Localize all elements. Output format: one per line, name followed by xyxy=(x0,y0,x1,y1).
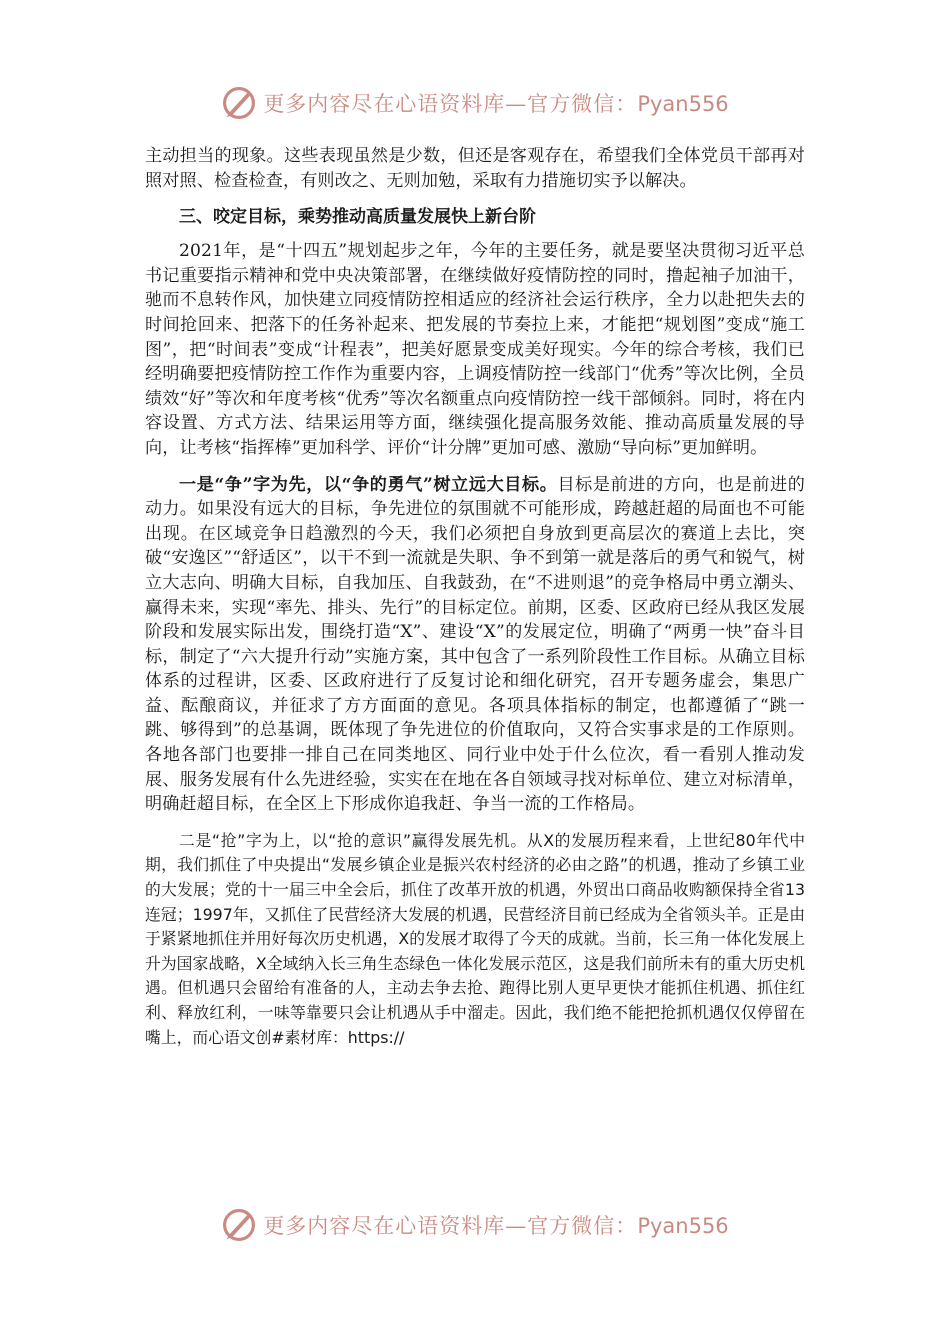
banner-text: 更多内容尽在心语资料库—官方微信：Pyan556 xyxy=(263,1214,729,1238)
document-body xyxy=(145,144,805,1050)
paragraph-2021-tasks: 2021年，是“十四五”规划起步之年，今年的主要任务，就是要坚决贯彻习近平总书记重要指示精神和党中央决策部署，在继续做好疫情防控的同时，撸起袖子加油干，驰而不息转作风，加快建立同疫情防控相适应的经济社会运行秩序，全力以赴把失去的时间抢回来、把落下的任务补起来、把发展的节奏拉上来，才能把“规划图”变成“施工图”，把“时间表”变成“计程表”，把美好愿景变成美好现实。今年的综合考核，我们已经明确要把疫情防控工作作为重要内容，上调疫情防控一线部门“优秀”等次比例，全员绩效“好”等次和年度考核“优秀”等次名额重点向疫情防控一线干部倾斜。同时，将在内容设置、方式方法、结果运用等方面，继续强化提高服务效能、推动高质量发展的导向，让考核“指挥棒”更加科学、评价“计分牌”更加可感、激励“导向标”更加鲜明。 xyxy=(145,241,805,458)
header-banner xyxy=(0,78,950,128)
quill-pen-logo-icon xyxy=(221,1207,257,1243)
paragraph-lead: 一是“争”字为先，以“争的勇气”树立远大目标。 xyxy=(179,474,558,495)
wechat-id: Pyan556 xyxy=(637,92,729,116)
banner-text: 更多内容尽在心语资料库—官方微信：Pyan556 xyxy=(263,92,729,116)
paragraph-seize: 二是“抢”字为上，以“抢的意识”赢得发展先机。从X的发展历程来看，上世纪80年代中期，我们抓住了中央提出“发展乡镇企业是振兴农村经济的必由之路”的机遇，推动了乡镇工业的大发展；党的十一届三中全会后，抓住了改革开放的机遇，外贸出口商品收购额保持全省13连冠；1997年，又抓住了民营经济大发展的机遇，民营经济目前已经成为全省领头羊。正是由于紧紧地抓住并用好每次历史机遇，X的发展才取得了今天的成就。当前，长三角一体化发展上升为国家战略，X全域纳入长三角生态绿色一体化发展示范区，这是我们前所未有的重大历史机遇。但机遇只会留给有准备的人，主动去争去抢、跑得比别人更早更快才能抓住机遇、抓住红利、释放红利，一味等靠要只会让机遇从手中溜走。因此，我们绝不能把抢抓机遇仅仅停留在嘴上，而心语文创#素材库：https:// xyxy=(145,830,805,1047)
wechat-id: Pyan556 xyxy=(637,1214,729,1238)
paragraph-body: 目标是前进的方向，也是前进的动力。如果没有远大的目标，争先进位的氛围就不可能形成，跨越赶超的局面也不可能出现。在区域竞争日趋激烈的今天，我们必须把自身放到更高层次的赛道上去比，突破“安逸区”“舒适区”，以干不到一流就是失职、争不到第一就是落后的勇气和锐气，树立大志向、明确大目标，自我加压、自我鼓劲，在“不进则退”的竞争格局中勇立潮头、赢得未来，实现“率先、排头、先行”的目标定位。前期，区委、区政府已经从我区发展阶段和发展实际出发，围绕打造“X”、建设“X”的发展定位，明确了“两勇一快”奋斗目标，制定了“六大提升行动”实施方案，其中包含了一系列阶段性工作目标。从确立目标体系的过程讲，区委、区政府进行了反复讨论和细化研究，召开专题务虚会，集思广益、酝酿商议，并征求了方方面面的意见。各项具体指标的制定，也都遵循了“跳一跳、够得到”的总基调，既体现了争先进位的价值取向，又符合实事求是的工作原则。各地各部门也要排一排自己在同类地区、同行业中处于什么位次，看一看别人推动发展、服务发展有什么先进经验，实实在在地在各自领域寻找对标单位、建立对标清单，明确赶超目标，在全区上下形成你追我赶、争当一流的工作格局。 xyxy=(145,474,805,815)
quill-pen-logo-icon xyxy=(221,85,257,121)
paragraph-compete xyxy=(145,473,805,817)
footer-banner xyxy=(0,1200,950,1250)
section-heading-3: 三、咬定目标，乘势推动高质量发展快上新台阶 xyxy=(179,207,536,228)
paragraph-continued: 主动担当的现象。这些表现虽然是少数，但还是客观存在，希望我们全体党员干部再对照对照、检查检查，有则改之、无则加勉，采取有力措施切实予以解决。 xyxy=(145,146,805,191)
